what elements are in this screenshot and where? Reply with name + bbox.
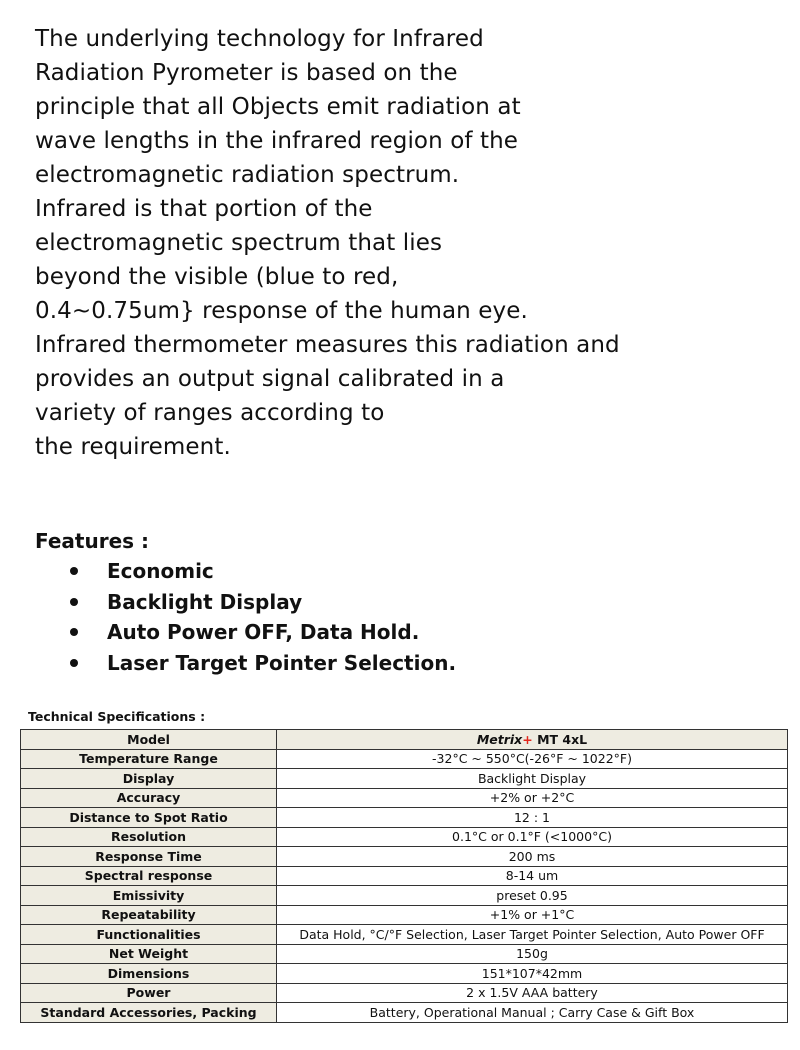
table-row <box>21 769 788 789</box>
specifications-table <box>20 729 788 1023</box>
bullet-icon <box>70 659 78 667</box>
intro-paragraph <box>35 22 735 464</box>
spec-value: 200 ms <box>277 847 788 867</box>
spec-label: Repeatability <box>21 905 277 925</box>
bullet-icon <box>70 628 78 636</box>
intro-line: electromagnetic spectrum that lies <box>35 230 443 256</box>
table-row <box>21 1003 788 1023</box>
intro-line: Infrared is that portion of the <box>35 196 373 222</box>
spec-label: Dimensions <box>21 964 277 984</box>
intro-line: wave lengths in the infrared region of the <box>35 128 519 154</box>
table-header-row <box>21 730 788 750</box>
spec-value: Backlight Display <box>277 769 788 789</box>
feature-text: Auto Power OFF, Data Hold. <box>107 620 420 645</box>
spec-label: Spectral response <box>21 866 277 886</box>
spec-label: Display <box>21 769 277 789</box>
spec-value: 0.1°C or 0.1°F (<1000°C) <box>277 827 788 847</box>
feature-item <box>70 556 456 587</box>
spec-value: 12 : 1 <box>277 808 788 828</box>
technical-specifications-heading: Technical Specifications : <box>28 709 206 724</box>
feature-text: Backlight Display <box>107 589 303 614</box>
spec-label: Temperature Range <box>21 749 277 769</box>
table-row <box>21 886 788 906</box>
intro-line: Infrared thermometer measures this radiation and <box>35 332 620 358</box>
model-header: Model <box>21 730 277 750</box>
intro-line: beyond the visible (blue to red, <box>35 264 399 290</box>
intro-line: provides an output signal calibrated in a <box>35 366 505 392</box>
feature-item <box>70 617 456 648</box>
brand-name: Metrix <box>476 731 523 747</box>
model-number: MT 4xL <box>532 731 588 747</box>
spec-value: Battery, Operational Manual ; Carry Case & Gift Box <box>277 1003 788 1023</box>
intro-line: Radiation Pyrometer is based on the <box>35 60 458 86</box>
bullet-icon <box>70 567 78 575</box>
spec-label: Resolution <box>21 827 277 847</box>
spec-label: Distance to Spot Ratio <box>21 808 277 828</box>
spec-value: +1% or +1°C <box>277 905 788 925</box>
intro-line: the requirement. <box>35 434 231 460</box>
spec-value: -32°C ~ 550°C(-26°F ~ 1022°F) <box>277 749 788 769</box>
table-row <box>21 749 788 769</box>
feature-text: Economic <box>107 559 214 584</box>
intro-line: 0.4~0.75um} response of the human eye. <box>35 298 528 324</box>
spec-label: Functionalities <box>21 925 277 945</box>
feature-item <box>70 587 456 618</box>
features-heading: Features : <box>35 529 150 553</box>
table-row <box>21 788 788 808</box>
spec-label: Power <box>21 983 277 1003</box>
spec-value: 150g <box>277 944 788 964</box>
spec-value: +2% or +2°C <box>277 788 788 808</box>
spec-label: Response Time <box>21 847 277 867</box>
spec-label: Net Weight <box>21 944 277 964</box>
table-row <box>21 808 788 828</box>
brand-plus: + <box>522 731 533 747</box>
model-name-header <box>277 730 788 750</box>
feature-item <box>70 648 456 679</box>
feature-text: Laser Target Pointer Selection. <box>107 650 457 675</box>
intro-line: The underlying technology for Infrared <box>35 26 484 52</box>
spec-value: preset 0.95 <box>277 886 788 906</box>
spec-label: Standard Accessories, Packing <box>21 1003 277 1023</box>
table-row <box>21 847 788 867</box>
intro-line: principle that all Objects emit radiation at <box>35 94 521 120</box>
spec-label: Emissivity <box>21 886 277 906</box>
intro-line: variety of ranges according to <box>35 400 385 426</box>
spec-value: Data Hold, °C/°F Selection, Laser Target Pointer Selection, Auto Power OFF <box>277 925 788 945</box>
table-row <box>21 905 788 925</box>
spec-value: 2 x 1.5V AAA battery <box>277 983 788 1003</box>
spec-value: 8-14 um <box>277 866 788 886</box>
table-row <box>21 964 788 984</box>
bullet-icon <box>70 598 78 606</box>
table-row <box>21 827 788 847</box>
spec-label: Accuracy <box>21 788 277 808</box>
spec-value: 151*107*42mm <box>277 964 788 984</box>
intro-line: electromagnetic radiation spectrum. <box>35 162 460 188</box>
features-list <box>70 556 456 678</box>
table-row <box>21 983 788 1003</box>
table-row <box>21 866 788 886</box>
table-row <box>21 925 788 945</box>
table-row <box>21 944 788 964</box>
